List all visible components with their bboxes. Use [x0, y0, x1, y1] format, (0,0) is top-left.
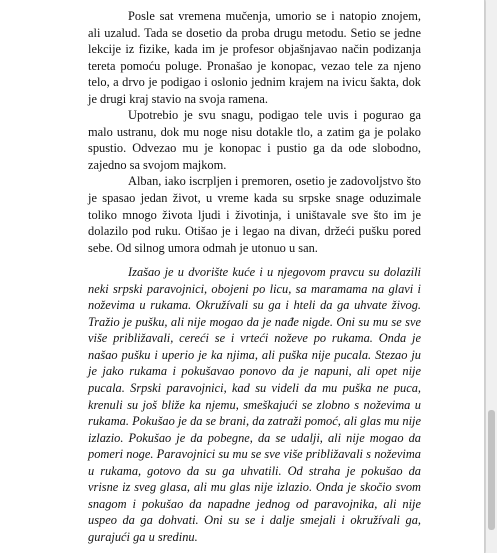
vertical-scrollbar[interactable] [486, 0, 497, 553]
paragraph-1: Posle sat vremena mučenja, umorio se i natopio znojem, ali uzalud. Tada se dosetio da proba drugu metodu. Setio se jedne lekcije iz fizike, kada im je profesor objašnjavao način podizanja tereta pomoću poluge. Pronašao je konopac, vezao tele za njeno telo, a drvo je podigao i oslonio jednim krajem na ivicu šakta, dok je drugi kraj stavio na svoja ramena. [88, 9, 421, 106]
italic-paragraph: Izašao je u dvorište kuće i u njegovom pravcu su dolazili neki srpski paravojnici, obojeni po licu, sa maramama na glavi i noževima u rukama. Okružívali su ga i hteli da ga uhvate živog. Tražio je pušku, ali nije mogao da je nađe nigde. Oni su mu se sve više približavali, cereći se i vrteći noževe po rukama. Onda je našao pušku i uperio je ka njima, ali puška nije pucala. Stezao ju je jako rukama i pokušavao ponovo da je napuni, ali opet nije pucala. Srpski paravojnici, kad su videli da mu puška ne puca, krenuli su još bliže ka njemu, smeškajući se zlobno s noževima u rukama. Pokušao je da se brani, da zatraži pomoć, ali glas mu nije izlazio. Pokušao je da pobegne, da se udalji, ali nije mogao da pomeri noge. Paravojnici su mu se sve više približavali s noževima u rukama, gotovo da su ga uhvatili. Od straha je pokušao da vrisne iz sveg glasa, ali mu glas nije izlazio. Onda je skočio svom snagom i pokušao da napadne jednog od paravojnika, ali nije uspeo da ga dohvati. Oni su se i dalje smejali i okružívali ga, gurajući ga u sredinu. [88, 265, 421, 544]
document-body [88, 8, 421, 546]
paragraph-2: Upotrebio je svu snagu, podigao tele uvis i pogurao ga malo ustranu, dok mu noge nisu dotakle tlo, a zatim ga je polako spustio. Odvezao mu je konopac i pustio ga da ode slobodno, zajedno sa svojom majkom. [88, 108, 421, 172]
scrollbar-thumb[interactable] [488, 410, 495, 530]
paragraph-3: Alban, iako iscrpljen i premoren, osetio je zadovoljstvo što je spasao jedan život, u vreme kada su srpske snage oduzimale toliko mnogo života ljudi i životinja, i uništavale sve što im je dolazilo pod ruku. Otišao je i legao na divan, držeći pušku pored sebe. Od silnog umora odmah je utonuo u san. [88, 174, 421, 255]
